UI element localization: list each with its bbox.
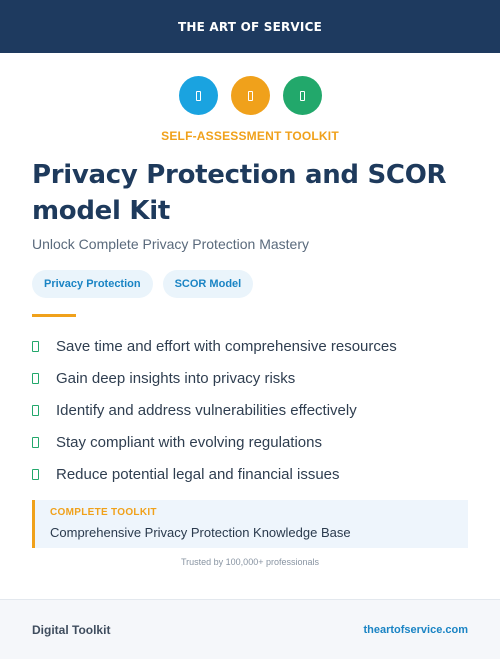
- feature-text: Identify and address vulnerabilities effectively: [56, 401, 357, 419]
- feature-item: [32, 426, 397, 458]
- feature-text: Save time and effort with comprehensive resources: [56, 337, 397, 355]
- feature-item: [32, 330, 397, 362]
- footer-label: Digital Toolkit: [32, 622, 111, 637]
- footer-link[interactable]: theartofservice.com: [363, 623, 468, 636]
- feature-text: Gain deep insights into privacy risks: [56, 369, 296, 387]
- feature-text: Stay compliant with evolving regulations: [56, 433, 322, 451]
- check-icon: [32, 437, 39, 448]
- page-title: Privacy Protection and SCOR model Kit: [32, 160, 447, 226]
- feature-item: [32, 394, 397, 426]
- callout-label: COMPLETE TOOLKIT: [50, 507, 157, 518]
- tag-list: [32, 270, 253, 298]
- feature-text: Reduce potential legal and financial issues: [56, 465, 340, 483]
- footer: [0, 599, 500, 659]
- icon-row: [0, 76, 500, 115]
- callout-text: Comprehensive Privacy Protection Knowledge Base: [50, 525, 351, 540]
- feature-item: [32, 362, 397, 394]
- check-icon: [32, 373, 39, 384]
- check-icon: [32, 341, 39, 352]
- brand-name: THE ART OF SERVICE: [178, 19, 322, 34]
- toolkit-callout: [32, 500, 468, 548]
- tag-privacy-protection: Privacy Protection: [32, 270, 153, 298]
- feature-item: [32, 458, 397, 490]
- doc-icon: [179, 76, 218, 115]
- trusted-note: Trusted by 100,000+ professionals: [180, 557, 319, 567]
- top-banner: [0, 0, 500, 53]
- doc-icon: [231, 76, 270, 115]
- page-subtitle: Unlock Complete Privacy Protection Mastery: [32, 236, 309, 252]
- feature-list: [32, 330, 397, 490]
- accent-divider: [32, 314, 76, 317]
- check-icon: [32, 405, 39, 416]
- check-icon: [32, 469, 39, 480]
- tag-scor-model: SCOR Model: [163, 270, 254, 298]
- doc-icon: [283, 76, 322, 115]
- eyebrow-label: SELF-ASSESSMENT TOOLKIT: [161, 129, 339, 143]
